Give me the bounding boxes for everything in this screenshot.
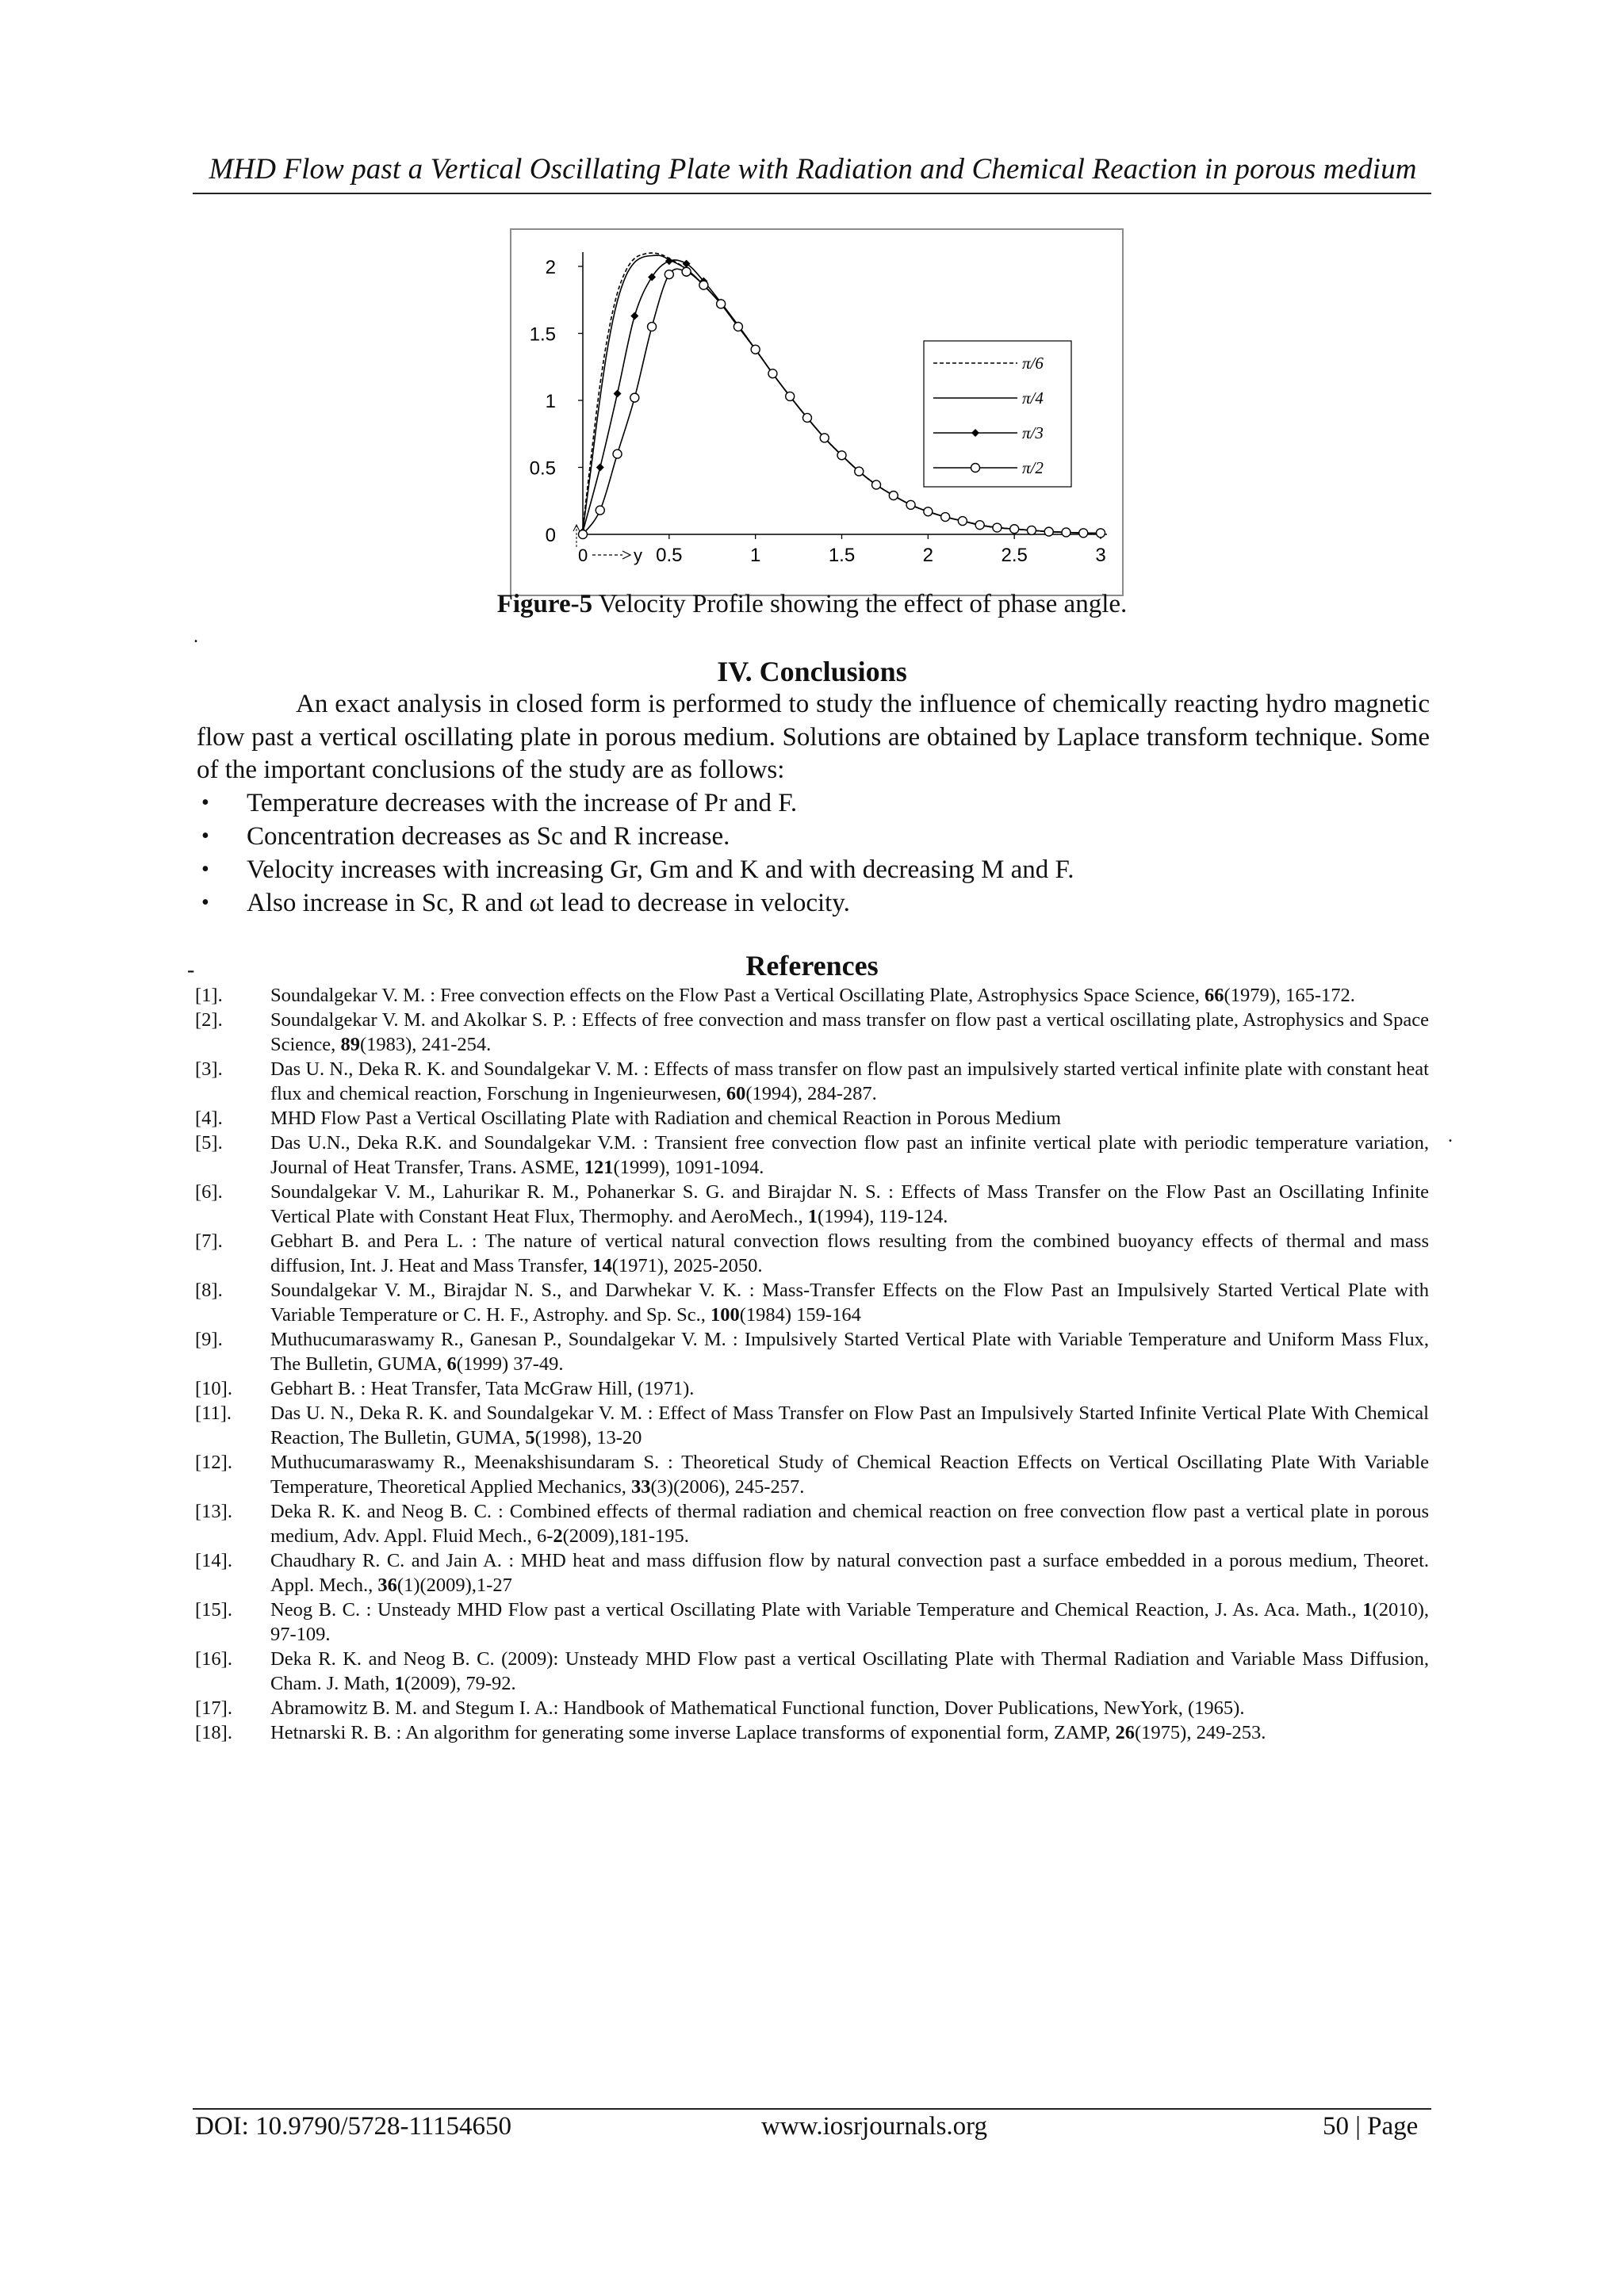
point-marker bbox=[717, 300, 726, 308]
reference-number: [9]. bbox=[195, 1329, 223, 1350]
footer-rule bbox=[193, 2108, 1431, 2110]
point-marker bbox=[596, 506, 604, 515]
point-marker bbox=[648, 274, 656, 281]
point-marker bbox=[1079, 529, 1088, 538]
reference-text: Soundalgekar V. M., Birajdar N. S., and Darwhekar V. K. : Mass-Transfer Effects on the Flow Past an Impulsively Started Vertical Plate with Variable Temperature or C. H. F., Astrophy. and Sp. Sc., 100(1984) 159-164 bbox=[270, 1280, 1429, 1326]
reference-number: [17]. bbox=[195, 1697, 232, 1719]
point-marker bbox=[614, 390, 622, 398]
reference-number: [13]. bbox=[195, 1501, 232, 1522]
point-marker bbox=[872, 480, 881, 489]
running-title: MHD Flow past a Vertical Oscillating Plate with Radiation and Chemical Reaction in porous medium bbox=[209, 153, 1417, 186]
x-tick-label: 3 bbox=[1095, 545, 1106, 566]
point-marker bbox=[733, 323, 742, 331]
reference-number: [7]. bbox=[195, 1230, 223, 1252]
bullet-text: Concentration decreases as Sc and R increase. bbox=[247, 822, 730, 851]
reference-number: [1]. bbox=[195, 985, 223, 1006]
point-marker bbox=[1044, 527, 1053, 536]
point-marker bbox=[837, 451, 846, 460]
reference-text: Deka R. K. and Neog B. C. : Combined effects of thermal radiation and chemical reaction on free convection flow past a vertical plate in porous medium, Adv. Appl. Fluid Mech., 6-2(2009),181-195. bbox=[270, 1501, 1429, 1547]
y-tick-label: 0 bbox=[545, 525, 556, 546]
bullet-item bbox=[197, 886, 1430, 920]
figure-caption bbox=[193, 590, 1431, 619]
conclusions-heading: IV. Conclusions bbox=[717, 656, 907, 687]
bullet-item bbox=[197, 853, 1430, 886]
reference-item bbox=[195, 1647, 1429, 1696]
conclusions-bullet-list bbox=[197, 786, 1430, 920]
x-tick-label: 2 bbox=[922, 545, 934, 566]
legend-label: π/2 bbox=[1022, 458, 1044, 477]
figure-5-frame bbox=[510, 228, 1124, 596]
reference-number: [18]. bbox=[195, 1722, 232, 1743]
point-marker bbox=[924, 507, 933, 516]
legend-marker bbox=[971, 464, 980, 473]
point-marker bbox=[751, 345, 760, 354]
reference-text: Soundalgekar V. M. : Free convection effects on the Flow Past a Vertical Oscillating Plate, Astrophysics Space Science, 66(1979), 165-172. bbox=[270, 985, 1355, 1006]
reference-number: [12]. bbox=[195, 1452, 232, 1473]
bullet-icon: • bbox=[201, 790, 209, 815]
x-arrow-label: y bbox=[634, 545, 642, 565]
bullet-text: Temperature decreases with the increase of Pr and F. bbox=[247, 789, 798, 817]
reference-text: Muthucumaraswamy R., Meenakshisundaram S. : Theoretical Study of Chemical Reaction Effects on Vertical Oscillating Plate With Variable Temperature, Theoretical Applied Mechanics, 33(3)(2006), 245-257. bbox=[270, 1452, 1429, 1498]
reference-number: [11]. bbox=[195, 1402, 232, 1424]
x-tick-label: 1.5 bbox=[828, 545, 856, 566]
reference-number: [6]. bbox=[195, 1181, 223, 1203]
reference-text: Neog B. C. : Unsteady MHD Flow past a vertical Oscillating Plate with Variable Temperature and Chemical Reaction, J. As. Aca. Math., 1(2010), 97-109. bbox=[270, 1599, 1429, 1645]
legend-label: π/3 bbox=[1022, 423, 1044, 442]
reference-item bbox=[195, 1450, 1429, 1499]
legend-label: π/4 bbox=[1022, 388, 1044, 408]
point-marker bbox=[786, 392, 795, 400]
velocity-profile-chart bbox=[511, 230, 1122, 595]
reference-item bbox=[195, 1131, 1429, 1180]
header-rule bbox=[193, 193, 1431, 194]
reference-item bbox=[195, 983, 1429, 1008]
point-marker bbox=[579, 530, 588, 539]
point-marker bbox=[802, 413, 811, 422]
reference-text: Soundalgekar V. M., Lahurikar R. M., Pohanerkar S. G. and Birajdar N. S. : Effects of Mass Transfer on the Flow Past an Oscillating Infinite Vertical Plate with Constant Heat Flux, Thermophy. and AeroMech., 1(1994), 119-124. bbox=[270, 1181, 1429, 1227]
reference-text: Abramowitz B. M. and Stegum I. A.: Handbook of Mathematical Functional function, Dover Publications, NewYork, (1965). bbox=[270, 1697, 1245, 1719]
point-marker bbox=[665, 270, 673, 279]
x-arrow-head bbox=[622, 551, 630, 559]
reference-number: [2]. bbox=[195, 1009, 223, 1031]
reference-item bbox=[195, 1376, 1429, 1401]
conclusions-paragraph: An exact analysis in closed form is performed to study the influence of chemically reacting hydro magnetic flow past a vertical oscillating plate in porous medium. Solutions are obtained by Laplace transform technique. Some of the important conclusions of the study are as follows: bbox=[197, 690, 1430, 784]
point-marker bbox=[596, 464, 604, 472]
reference-text: Gebhart B. : Heat Transfer, Tata McGraw Hill, (1971). bbox=[270, 1378, 695, 1399]
bullet-text: Velocity increases with increasing Gr, Gm and K and with decreasing M and F. bbox=[247, 855, 1074, 884]
point-marker bbox=[630, 312, 638, 320]
y-tick-label: 2 bbox=[545, 257, 556, 278]
reference-number: [3]. bbox=[195, 1058, 223, 1080]
point-marker bbox=[1010, 525, 1019, 534]
bullet-text: Also increase in Sc, R and ωt lead to decrease in velocity. bbox=[247, 889, 850, 917]
bullet-item bbox=[197, 820, 1430, 853]
reference-item bbox=[195, 1499, 1429, 1548]
figure-caption-text: Velocity Profile showing the effect of phase angle. bbox=[592, 590, 1128, 618]
reference-number: [10]. bbox=[195, 1378, 232, 1399]
point-marker bbox=[906, 500, 915, 509]
reference-number: [4]. bbox=[195, 1108, 223, 1129]
reference-item bbox=[195, 1057, 1429, 1106]
references-heading: References bbox=[745, 950, 879, 982]
reference-item bbox=[195, 1106, 1429, 1131]
reference-text: Das U. N., Deka R. K. and Soundalgekar V. M. : Effects of mass transfer on flow past an impulsively started vertical infinite plate with constant heat flux and chemical reaction, Forschung in Ingenieurwesen, 60(1994), 284-287. bbox=[270, 1058, 1429, 1104]
point-marker bbox=[1027, 526, 1036, 534]
bullet-item bbox=[197, 786, 1430, 820]
origin-tick-label: 0 bbox=[578, 545, 588, 565]
reference-number: [8]. bbox=[195, 1280, 223, 1301]
stray-dash-mark: - bbox=[187, 958, 195, 982]
reference-item bbox=[195, 1548, 1429, 1598]
reference-item bbox=[195, 1598, 1429, 1647]
point-marker bbox=[975, 521, 984, 530]
reference-item bbox=[195, 1180, 1429, 1229]
references-list bbox=[195, 983, 1429, 1745]
reference-item bbox=[195, 1229, 1429, 1278]
point-marker bbox=[768, 369, 777, 378]
stray-dot-mark: . bbox=[193, 626, 198, 647]
reference-text: Hetnarski R. B. : An algorithm for generating some inverse Laplace transforms of exponential form, ZAMP, 26(1975), 249-253. bbox=[270, 1722, 1266, 1743]
reference-text: Deka R. K. and Neog B. C. (2009): Unsteady MHD Flow past a vertical Oscillating Plate with Thermal Radiation and Variable Mass Diffusion, Cham. J. Math, 1(2009), 79-92. bbox=[270, 1648, 1429, 1694]
reference-item bbox=[195, 1327, 1429, 1376]
point-marker bbox=[855, 467, 864, 476]
reference-number: [14]. bbox=[195, 1550, 232, 1571]
point-marker bbox=[648, 323, 657, 331]
figure-caption-label: Figure-5 bbox=[496, 590, 593, 618]
reference-text: Gebhart B. and Pera L. : The nature of vertical natural convection flows resulting from the combined buoyancy effects of thermal and mass diffusion, Int. J. Heat and Mass Transfer, 14(1971), 2025-2050. bbox=[270, 1230, 1429, 1276]
point-marker bbox=[958, 517, 967, 526]
stray-dot-mark-right: . bbox=[1448, 1126, 1453, 1146]
bullet-icon: • bbox=[201, 824, 209, 848]
reference-number: [15]. bbox=[195, 1599, 232, 1621]
bullet-icon: • bbox=[201, 890, 209, 915]
x-tick-label: 2.5 bbox=[1001, 545, 1028, 566]
y-tick-label: 0.5 bbox=[529, 457, 556, 480]
reference-text: Das U. N., Deka R. K. and Soundalgekar V. M. : Effect of Mass Transfer on Flow Past an Impulsively Started Infinite Vertical Plate With Chemical Reaction, The Bulletin, GUMA, 5(1998), 13-20 bbox=[270, 1402, 1429, 1448]
x-tick-label: 0.5 bbox=[656, 545, 683, 566]
footer-website: www.iosrjournals.org bbox=[761, 2112, 988, 2141]
reference-item bbox=[195, 1008, 1429, 1057]
y-tick-label: 1.5 bbox=[529, 323, 556, 346]
point-marker bbox=[820, 434, 829, 442]
footer-doi: DOI: 10.9790/5728-11154650 bbox=[195, 2112, 512, 2141]
reference-item bbox=[195, 1401, 1429, 1450]
legend-label: π/6 bbox=[1022, 354, 1044, 373]
chart-legend bbox=[924, 341, 1071, 487]
reference-text: Chaudhary R. C. and Jain A. : MHD heat and mass diffusion flow by natural convection past a surface embedded in a porous medium, Theoret. Appl. Mech., 36(1)(2009),1-27 bbox=[270, 1550, 1429, 1596]
point-marker bbox=[889, 491, 898, 499]
reference-text: Muthucumaraswamy R., Ganesan P., Soundalgekar V. M. : Impulsively Started Vertical Plate with Variable Temperature and Uniform Mass Flux, The Bulletin, GUMA, 6(1999) 37-49. bbox=[270, 1329, 1429, 1375]
point-marker bbox=[630, 393, 639, 402]
reference-text: Soundalgekar V. M. and Akolkar S. P. : Effects of free convection and mass transfer on flow past a vertical oscillating plate, Astrophysics and Space Science, 89(1983), 241-254. bbox=[270, 1009, 1429, 1055]
x-tick-label: 1 bbox=[749, 545, 761, 566]
point-marker bbox=[682, 267, 691, 276]
point-marker bbox=[993, 523, 1002, 532]
point-marker bbox=[941, 513, 950, 522]
reference-item bbox=[195, 1720, 1429, 1745]
y-tick-label: 1 bbox=[545, 391, 556, 412]
point-marker bbox=[1097, 529, 1105, 538]
point-marker bbox=[1062, 528, 1071, 537]
reference-number: [5]. bbox=[195, 1132, 223, 1154]
reference-text: MHD Flow Past a Vertical Oscillating Plate with Radiation and chemical Reaction in Porous Medium bbox=[270, 1108, 1062, 1129]
point-marker bbox=[613, 450, 622, 458]
point-marker bbox=[699, 281, 708, 289]
reference-item bbox=[195, 1278, 1429, 1327]
bullet-icon: • bbox=[201, 857, 209, 882]
footer-page-number: 50 | Page bbox=[1323, 2112, 1419, 2141]
reference-text: Das U.N., Deka R.K. and Soundalgekar V.M. : Transient free convection flow past an infinite vertical plate with periodic temperature variation, Journal of Heat Transfer, Trans. ASME, 121(1999), 1091-1094. bbox=[270, 1132, 1429, 1178]
reference-number: [16]. bbox=[195, 1648, 232, 1670]
reference-item bbox=[195, 1696, 1429, 1720]
